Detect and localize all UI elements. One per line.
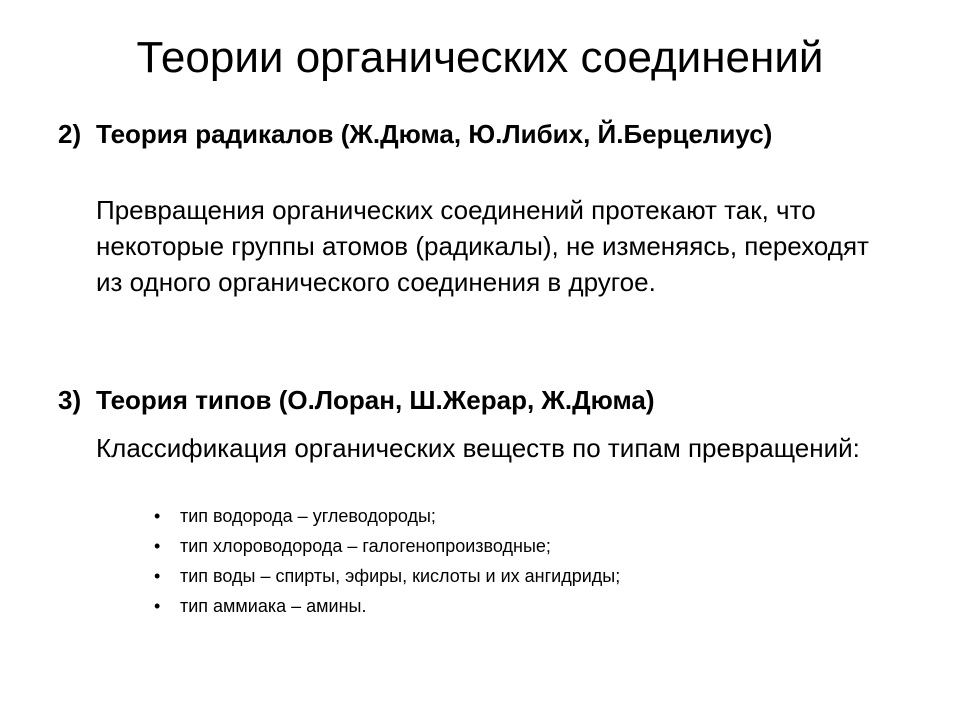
bullet-icon: • xyxy=(154,506,161,526)
list-item-text: тип аммиака – амины. xyxy=(180,596,367,616)
section-radical-theory-heading xyxy=(58,116,918,152)
list-item xyxy=(150,565,870,587)
list-item xyxy=(150,535,870,557)
list-item xyxy=(150,595,870,617)
list-item-text: тип хлороводорода – галогенопроизводные; xyxy=(180,536,551,556)
section-number: 2) xyxy=(58,119,82,149)
slide-title: Теории органических соединений xyxy=(136,33,824,82)
list-item-text: тип водорода – углеводороды; xyxy=(180,506,436,526)
section-radical-theory-body: Превращения органических соединений протекают так, что некоторые группы атомов (радикалы), не изменяясь, переходят из одного органического соединения в другое. xyxy=(96,195,869,297)
type-list xyxy=(150,505,870,625)
bullet-icon: • xyxy=(154,536,161,556)
list-item xyxy=(150,505,870,527)
section-type-theory-heading xyxy=(58,382,918,418)
section-number: 3) xyxy=(58,385,82,415)
bullet-icon: • xyxy=(154,566,161,586)
section-heading-text: Теория радикалов (Ж.Дюма, Ю.Либих, Й.Берцелиус) xyxy=(96,119,773,149)
bullet-icon: • xyxy=(154,596,161,616)
section-type-theory-body: Классификация органических веществ по типам превращений: xyxy=(96,433,860,463)
list-item-text: тип воды – спирты, эфиры, кислоты и их ангидриды; xyxy=(180,566,621,586)
section-heading-text: Теория типов (О.Лоран, Ш.Жерар, Ж.Дюма) xyxy=(96,385,655,415)
